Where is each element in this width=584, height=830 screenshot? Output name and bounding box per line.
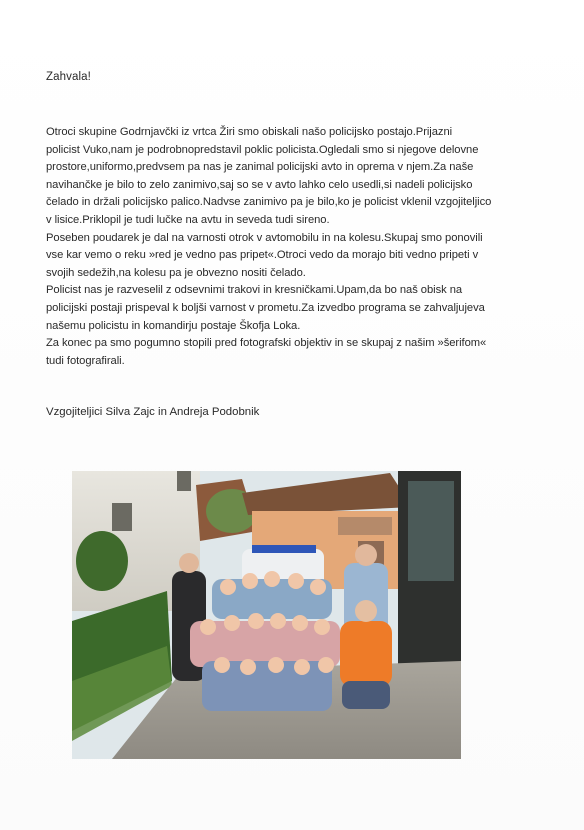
letter-greeting: Zahvala! [46, 71, 91, 83]
letter-line: policijski postaji prispeval k boljši varnost v prometu.Za izvedbo programa se zahvaljujeva [46, 301, 485, 314]
letter-line: čelado in držali policijsko palico.Nadvse zanimivo pa je bilo,ko je policist vklenil vzgojiteljico [46, 196, 492, 209]
letter-line: vse kar vemo o reku »red je vedno pas pripet«.Otroci vedo da morajo biti vedno pripeti v [46, 249, 479, 262]
letter-line: tudi fotografirali. [46, 354, 125, 367]
letter-line: Policist nas je razveselil z odsevnimi trakovi in kresničkami.Upam,da bo naš obisk na [46, 284, 463, 297]
letter-line: Poseben poudarek je dal na varnosti otrok v avtomobilu in na kolesu.Skupaj smo ponovili [46, 231, 483, 244]
group-photo [72, 471, 461, 759]
group-photo-illustration [72, 471, 461, 759]
letter-line: v lisice.Priklopil je tudi lučke na avtu in seveda tudi sireno. [46, 213, 330, 226]
letter-line: našemu policistu in komandirju postaje Škofja Loka. [46, 319, 301, 332]
letter-line: policist Vuko,nam je podrobnopredstavil poklic policista.Ogledali smo si njegove delovne [46, 143, 479, 156]
letter-line: Otroci skupine Godrnjavčki iz vrtca Žiri smo obiskali našo policijsko postajo.Prijazni [46, 126, 453, 138]
letter-line: svojih sedežih,na kolesu pa je obvezno nositi čelado. [46, 266, 306, 279]
letter-line: navihančke je bilo to zelo zanimivo,saj so se v avto lahko celo usedli,si nadeli policijsko [46, 178, 473, 191]
letter-line: prostore,uniformo,predvsem pa nas je zanimal policijski avto in oprema v njem.Za naše [46, 161, 474, 174]
letter-body [46, 124, 516, 370]
letter-signature: Vzgojiteljici Silva Zajc in Andreja Podobnik [46, 406, 260, 418]
letter-line: Za konec pa smo pogumno stopili pred fotografski objektiv in se skupaj z našim »šerifom« [46, 337, 487, 350]
